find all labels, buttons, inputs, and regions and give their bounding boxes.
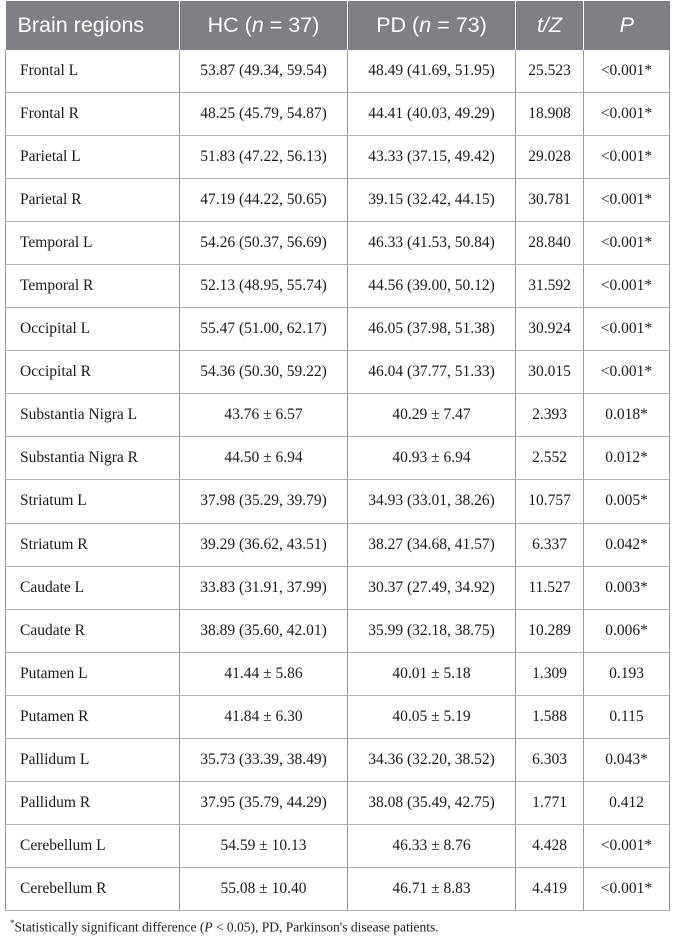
cell-t-z-value: 30.015 <box>516 351 584 394</box>
cell-p-value: 0.006* <box>584 609 670 652</box>
header-pd-n: n <box>419 13 432 37</box>
cell-pd-value: 38.27 (34.68, 41.57) <box>348 523 516 566</box>
cell-t-z-value: 1.309 <box>516 652 584 695</box>
cell-t-z-value: 6.303 <box>516 738 584 781</box>
cell-pd-value: 38.08 (35.49, 42.75) <box>348 781 516 824</box>
cell-brain-region: Parietal R <box>6 179 180 222</box>
cell-pd-value: 46.04 (37.77, 51.33) <box>348 351 516 394</box>
cell-p-value: <0.001* <box>584 824 670 867</box>
table-row <box>6 566 670 609</box>
cell-t-z-value: 4.428 <box>516 824 584 867</box>
cell-pd-value: 44.56 (39.00, 50.12) <box>348 265 516 308</box>
footnote-star: * <box>10 918 15 928</box>
cell-pd-value: 46.33 (41.53, 50.84) <box>348 222 516 265</box>
cell-brain-region: Temporal R <box>6 265 180 308</box>
table-row <box>6 437 670 480</box>
cell-brain-region: Putamen L <box>6 652 180 695</box>
cell-t-z-value: 4.419 <box>516 867 584 910</box>
cell-hc-value: 33.83 (31.91, 37.99) <box>180 566 348 609</box>
table-body <box>6 50 670 910</box>
cell-hc-value: 54.26 (50.37, 56.69) <box>180 222 348 265</box>
table-row <box>6 824 670 867</box>
cell-pd-value: 34.93 (33.01, 38.26) <box>348 480 516 523</box>
cell-brain-region: Parietal L <box>6 136 180 179</box>
cell-brain-region: Substantia Nigra R <box>6 437 180 480</box>
header-t-z <box>516 1 584 50</box>
cell-t-z-value: 2.393 <box>516 394 584 437</box>
results-table-container <box>5 1 669 911</box>
cell-pd-value: 44.41 (40.03, 49.29) <box>348 93 516 136</box>
cell-t-z-value: 28.840 <box>516 222 584 265</box>
footnote-text-b: < 0.05), PD, Parkinson's disease patients. <box>212 919 439 935</box>
table-row <box>6 867 670 910</box>
cell-p-value: 0.193 <box>584 652 670 695</box>
cell-t-z-value: 6.337 <box>516 523 584 566</box>
header-pd-label: PD ( <box>376 13 420 37</box>
cell-t-z-value: 1.588 <box>516 695 584 738</box>
cell-p-value: 0.043* <box>584 738 670 781</box>
header-hc <box>180 1 348 50</box>
cell-t-z-value: 10.757 <box>516 480 584 523</box>
footnote-text-a: Statistically significant difference ( <box>14 919 205 935</box>
table-row <box>6 738 670 781</box>
cell-hc-value: 54.59 ± 10.13 <box>180 824 348 867</box>
header-row <box>6 1 670 50</box>
cell-pd-value: 40.29 ± 7.47 <box>348 394 516 437</box>
cell-brain-region: Frontal L <box>6 50 180 93</box>
cell-hc-value: 41.84 ± 6.30 <box>180 695 348 738</box>
cell-hc-value: 53.87 (49.34, 59.54) <box>180 50 348 93</box>
cell-p-value: 0.042* <box>584 523 670 566</box>
header-p <box>584 1 670 50</box>
table-row <box>6 781 670 824</box>
table-row <box>6 351 670 394</box>
cell-hc-value: 55.08 ± 10.40 <box>180 867 348 910</box>
cell-pd-value: 30.37 (27.49, 34.92) <box>348 566 516 609</box>
cell-t-z-value: 10.289 <box>516 609 584 652</box>
header-pd-count: = 73) <box>431 13 487 37</box>
cell-brain-region: Pallidum R <box>6 781 180 824</box>
table-row <box>6 93 670 136</box>
cell-hc-value: 37.98 (35.29, 39.79) <box>180 480 348 523</box>
cell-pd-value: 46.71 ± 8.83 <box>348 867 516 910</box>
cell-t-z-value: 1.771 <box>516 781 584 824</box>
cell-pd-value: 46.05 (37.98, 51.38) <box>348 308 516 351</box>
header-pd <box>348 1 516 50</box>
cell-hc-value: 41.44 ± 5.86 <box>180 652 348 695</box>
cell-brain-region: Frontal R <box>6 93 180 136</box>
cell-p-value: 0.018* <box>584 394 670 437</box>
table-row <box>6 179 670 222</box>
footnote-p-symbol: P <box>204 919 213 935</box>
cell-t-z-value: 29.028 <box>516 136 584 179</box>
cell-hc-value: 55.47 (51.00, 62.17) <box>180 308 348 351</box>
cell-p-value: <0.001* <box>584 136 670 179</box>
cell-p-value: 0.115 <box>584 695 670 738</box>
table-footnote <box>10 918 439 936</box>
cell-brain-region: Caudate R <box>6 609 180 652</box>
cell-p-value: <0.001* <box>584 179 670 222</box>
cell-pd-value: 48.49 (41.69, 51.95) <box>348 50 516 93</box>
table-row <box>6 50 670 93</box>
cell-hc-value: 52.13 (48.95, 55.74) <box>180 265 348 308</box>
cell-pd-value: 40.05 ± 5.19 <box>348 695 516 738</box>
header-hc-n: n <box>251 13 264 37</box>
header-p-label: P <box>619 13 634 37</box>
cell-brain-region: Striatum R <box>6 523 180 566</box>
cell-hc-value: 44.50 ± 6.94 <box>180 437 348 480</box>
table-row <box>6 136 670 179</box>
header-brain-regions: Brain regions <box>6 1 180 50</box>
cell-hc-value: 35.73 (33.39, 38.49) <box>180 738 348 781</box>
cell-pd-value: 40.93 ± 6.94 <box>348 437 516 480</box>
cell-pd-value: 39.15 (32.42, 44.15) <box>348 179 516 222</box>
cell-p-value: 0.012* <box>584 437 670 480</box>
cell-brain-region: Putamen R <box>6 695 180 738</box>
cell-p-value: <0.001* <box>584 265 670 308</box>
cell-hc-value: 39.29 (36.62, 43.51) <box>180 523 348 566</box>
cell-p-value: 0.005* <box>584 480 670 523</box>
cell-hc-value: 54.36 (50.30, 59.22) <box>180 351 348 394</box>
cell-brain-region: Occipital R <box>6 351 180 394</box>
results-table <box>5 1 670 911</box>
cell-p-value: <0.001* <box>584 50 670 93</box>
cell-p-value: 0.003* <box>584 566 670 609</box>
table-header <box>6 1 670 50</box>
cell-brain-region: Temporal L <box>6 222 180 265</box>
cell-hc-value: 43.76 ± 6.57 <box>180 394 348 437</box>
cell-brain-region: Cerebellum L <box>6 824 180 867</box>
cell-t-z-value: 2.552 <box>516 437 584 480</box>
cell-p-value: 0.412 <box>584 781 670 824</box>
table-row <box>6 523 670 566</box>
cell-t-z-value: 30.924 <box>516 308 584 351</box>
cell-brain-region: Pallidum L <box>6 738 180 781</box>
cell-t-z-value: 30.781 <box>516 179 584 222</box>
table-row <box>6 609 670 652</box>
cell-pd-value: 46.33 ± 8.76 <box>348 824 516 867</box>
table-row <box>6 695 670 738</box>
cell-t-z-value: 11.527 <box>516 566 584 609</box>
cell-hc-value: 47.19 (44.22, 50.65) <box>180 179 348 222</box>
cell-p-value: <0.001* <box>584 93 670 136</box>
cell-brain-region: Striatum L <box>6 480 180 523</box>
cell-pd-value: 40.01 ± 5.18 <box>348 652 516 695</box>
cell-hc-value: 38.89 (35.60, 42.01) <box>180 609 348 652</box>
header-hc-label: HC ( <box>207 13 252 37</box>
cell-brain-region: Caudate L <box>6 566 180 609</box>
table-row <box>6 308 670 351</box>
table-row <box>6 222 670 265</box>
header-t-z-label: t/Z <box>536 13 563 37</box>
header-hc-count: = 37) <box>263 13 320 37</box>
cell-p-value: <0.001* <box>584 351 670 394</box>
table-row <box>6 480 670 523</box>
cell-brain-region: Occipital L <box>6 308 180 351</box>
cell-t-z-value: 31.592 <box>516 265 584 308</box>
cell-pd-value: 35.99 (32.18, 38.75) <box>348 609 516 652</box>
table-row <box>6 265 670 308</box>
cell-hc-value: 37.95 (35.79, 44.29) <box>180 781 348 824</box>
cell-p-value: <0.001* <box>584 308 670 351</box>
cell-t-z-value: 25.523 <box>516 50 584 93</box>
cell-brain-region: Substantia Nigra L <box>6 394 180 437</box>
cell-brain-region: Cerebellum R <box>6 867 180 910</box>
cell-p-value: <0.001* <box>584 222 670 265</box>
table-row <box>6 394 670 437</box>
table-row <box>6 652 670 695</box>
cell-t-z-value: 18.908 <box>516 93 584 136</box>
cell-p-value: <0.001* <box>584 867 670 910</box>
cell-hc-value: 51.83 (47.22, 56.13) <box>180 136 348 179</box>
cell-pd-value: 34.36 (32.20, 38.52) <box>348 738 516 781</box>
cell-pd-value: 43.33 (37.15, 49.42) <box>348 136 516 179</box>
cell-hc-value: 48.25 (45.79, 54.87) <box>180 93 348 136</box>
